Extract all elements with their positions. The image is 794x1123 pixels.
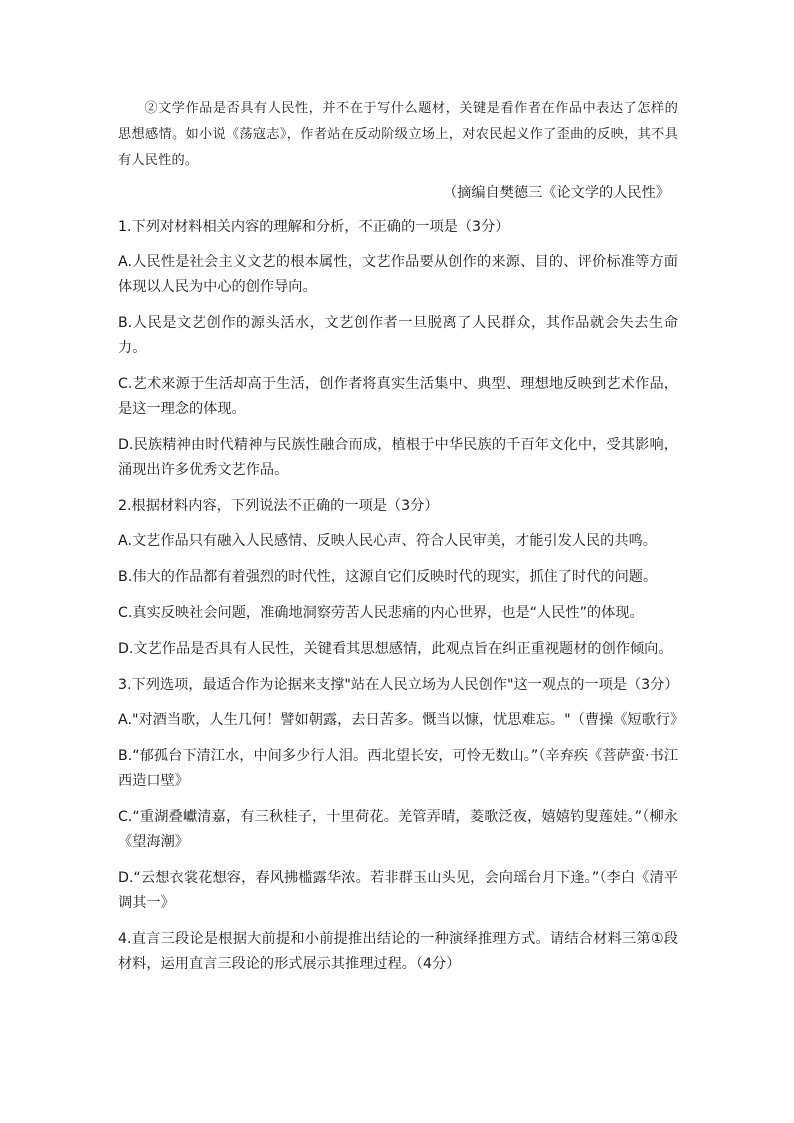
question-1-stem: 1.下列对材料相关内容的理解和分析，不正确的一项是（3分） (118, 219, 510, 235)
question-1-option-c: C.艺术来源于生活却高于生活，创作者将真实生活集中、典型、理想地反映到艺术作品，是这一理念的体现。 (118, 376, 678, 417)
question-1-option-b: B.人民是文艺创作的源头活水，文艺创作者一旦脱离了人民群众，其作品就会失去生命力。 (118, 315, 678, 356)
question-3-stem: 3.下列选项，最适合作为论据来支撑"站在人民立场为人民创作"这一观点的一项是（3分） (118, 677, 679, 693)
question-3 (118, 673, 685, 916)
question-2-stem: 2.根据材料内容，下列说法不正确的一项是（3分） (118, 498, 439, 514)
question-2-option-d: D.文艺作品是否具有人民性，关键看其思想感情，此观点旨在纠正重视题材的创作倾向。 (118, 641, 673, 657)
question-4 (118, 927, 678, 977)
question-4-stem: 4.直言三段论是根据大前提和小前提推出结论的一种演绎推理方式。请结合材料三第①段材料，运用直言三段论的形式展示其推理过程。（4分） (118, 931, 678, 972)
question-3-option-c: C.“重湖叠巘清嘉，有三秋桂子，十里荷花。羌管弄晴，菱歌泛夜，嬉嬉钓叟莲娃。”（柳永《望海潮》 (118, 809, 678, 850)
passage-source: （摘编自樊德三《论文学的人民性》 (442, 185, 670, 201)
question-2-option-c: C.真实反映社会问题，准确地洞察劳苦人民悲痛的内心世界，也是“人民性”的体现。 (118, 605, 644, 621)
question-2 (118, 494, 678, 662)
question-3-option-a: A."对酒当歌，人生几何！譬如朝露，去日苦多。慨当以慷，忧思难忘。"（曹操《短歌行》 (118, 712, 685, 728)
question-1-option-a: A.人民性是社会主义文艺的根本属性，文艺作品要从创作的来源、目的、评价标准等方面体现以人民为中心的创作导向。 (118, 254, 678, 295)
passage-paragraph-2: ②文学作品是否具有人民性，并不在于写什么题材，关键是看作者在作品中表达了怎样的思想感情。如小说《荡寇志》，作者站在反动阶级立场上，对农民起义作了歪曲的反映，其不具有人民性的。 (118, 101, 678, 168)
question-3-option-b: B.“郁孤台下清江水，中间多少行人泪。西北望长安，可怜无数山。”（辛弃疾《菩萨蛮·书江西造口壁》 (118, 748, 678, 789)
question-2-option-b: B.伟大的作品都有着强烈的时代性，这源自它们反映时代的现实，抓住了时代的问题。 (118, 569, 658, 585)
exam-page (118, 96, 685, 977)
question-2-option-a: A.文艺作品只有融入人民感情、反映人民心声、符合人民审美，才能引发人民的共鸣。 (118, 533, 657, 549)
question-1 (118, 215, 678, 483)
question-3-option-d: D.“云想衣裳花想容，春风拂槛露华浓。若非群玉山头见，会向瑶台月下逢。”（李白《清平调其一》 (118, 870, 678, 911)
question-1-option-d: D.民族精神由时代精神与民族性融合而成，植根于中华民族的千百年文化中，受其影响，涌现出许多优秀文艺作品。 (118, 437, 678, 478)
